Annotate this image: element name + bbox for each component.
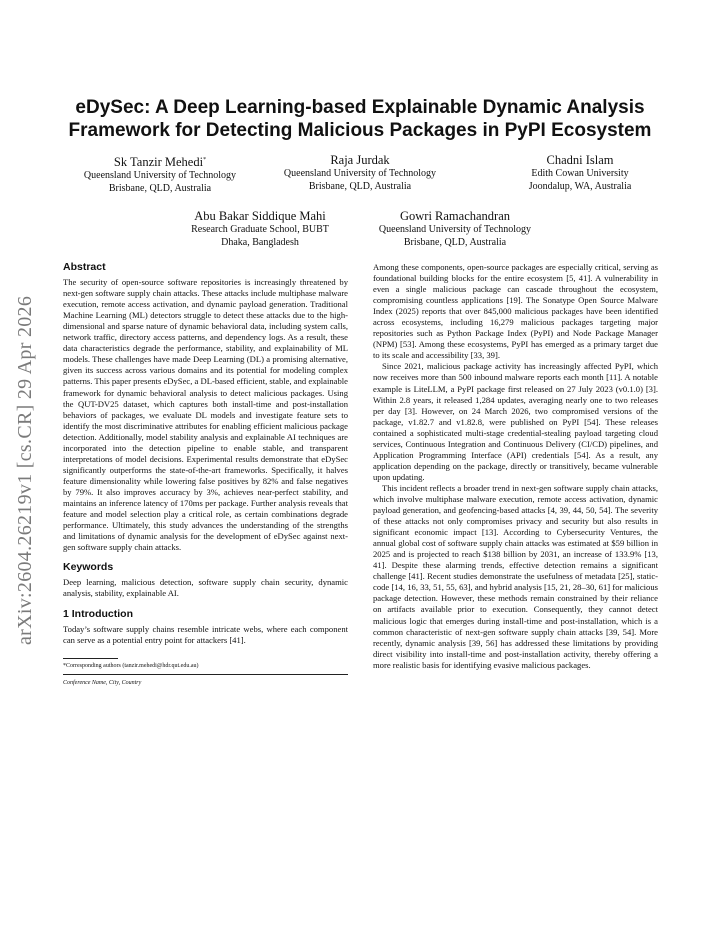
author-location: Dhaka, Bangladesh: [221, 236, 299, 248]
author-name: Chadni Islam: [546, 153, 614, 167]
author-location: Brisbane, QLD, Australia: [403, 236, 507, 248]
paragraph: Since 2021, malicious package activity has increasingly affected PyPI, which now receives more than 500 inbound malware reports each month [11]. A notable example is LiteLLM, a PyPI package first released on 27 July 2023 (v0.1.0) [3]. Within 2.8 years, it released 1,284 updates, averaging nearly one to two releases per day [3]. However, on 24 March 2026, two compromised versions of the package, v1.82.7 and v1.82.8, were published on PyPI [54]. These releases contained a sophisticated multi-stage credential-stealing payload targeting cloud services, Continuous Integration and Continuous Delivery (CI/CD) pipelines, and Application Programming Interface (API) credentials [54]. As a result, any application depending on the package, directly or transitively, became vulnerable upon updating.: [373, 361, 658, 482]
left-column: [63, 262, 348, 689]
author-1: [65, 153, 255, 195]
title-line-1: eDySec: A Deep Learning-based Explainable Dynamic Analysis: [75, 97, 645, 118]
author-affiliation: Edith Cowan University: [531, 168, 629, 179]
title-line-2: Framework for Detecting Malicious Packages in PyPI Ecosystem: [68, 120, 652, 141]
author-3: [485, 153, 675, 193]
author-name: Gowri Ramachandran: [399, 209, 511, 223]
author-name: Sk Tanzir Mehedi: [113, 155, 204, 170]
footnote-rule: [63, 658, 118, 659]
author-affiliation: Queensland University of Technology: [283, 168, 437, 179]
author-affiliation: Queensland University of Technology: [83, 170, 237, 182]
right-column: [373, 262, 658, 671]
author-location: Brisbane, QLD, Australia: [308, 180, 412, 192]
author-location: Joondalup, WA, Australia: [528, 180, 632, 192]
author-name: Raja Jurdak: [330, 153, 390, 167]
conference-rule: [63, 674, 348, 675]
introduction-heading: 1 Introduction: [63, 608, 133, 621]
author-2: [265, 153, 455, 193]
keywords-heading: Keywords: [63, 561, 114, 574]
keywords-text: Deep learning, malicious detection, software supply chain security, dynamic analysis, stability, explainable AI.: [63, 577, 348, 599]
abstract-heading: Abstract: [63, 261, 106, 273]
author-5: [360, 209, 550, 249]
paragraph: This incident reflects a broader trend in next-gen software supply chain attacks, which involve multiphase malware execution, remote access activation, dynamic payload generation, and geofencing-based attacks [4, 39, 44, 50, 54]. The severity of these attacks not only compromises privacy and security but also results in significant economic impact [13]. According to Cybersecurity Ventures, the annual global cost of software supply chain attacks was estimated at $59 billion in 2025 and is projected to reach $138 billion by 2031, an increase of 133.9% [13, 41]. Despite these alarming trends, effective detection remains a significant challenge [41]. Recent studies demonstrate the usefulness of metadata [25], static-code [14, 16, 33, 51, 55, 63], and hybrid analysis [15, 21, 28–30, 61] for malicious package detection. However, these methods remain constrained by their reliance on artifacts available prior to execution. Consequently, they cannot detect malicious logic that emerges during install-time and post-installation, which is a common characteristic of next-gen software supply chain attacks [39, 54]. More recently, dynamic analysis [39, 56] has addressed these limitations by providing direct visibility into install-time and post-installation activity, thereby offering a more realistic basis for identifying evasive malicious packages.: [373, 482, 658, 670]
arxiv-stamp: arXiv:2604.26219v1 [cs.CR] 29 Apr 2026: [14, 295, 36, 645]
author-name: Abu Bakar Siddique Mahi: [194, 209, 326, 223]
author-4: [165, 209, 355, 249]
introduction-text: Today’s software supply chains resemble intricate webs, where each component can serve as a potential entry point for attackers [41].: [63, 624, 348, 646]
conference-info: Conference Name, City, Country: [63, 679, 142, 686]
corresponding-mark: *: [203, 157, 207, 163]
paper-title: [0, 96, 720, 142]
author-affiliation: Research Graduate School, BUBT: [191, 224, 329, 235]
author-location: Brisbane, QLD, Australia: [108, 182, 212, 194]
footnote: *Corresponding authors (tanzir.mehedi@hdr.qut.edu.au): [63, 662, 199, 669]
paragraph: Among these components, open-source packages are especially critical, serving as foundational building blocks for the entire ecosystem [5, 41]. A vulnerability in even a single malicious package can cascade throughout the ecosystem, compromising countless applications [19]. The Sonatype Open Source Malware Index (2025) reports that over 845,000 malicious packages have been identified across ecosystems, including 16,279 malicious packages targeting major repositories such as Python Package Index (PyPI) and Node Package Manager (NPM) [53]. Among these ecosystems, PyPI has emerged as a primary target due to its scale and accessibility [33, 39].: [373, 262, 658, 361]
abstract-text: The security of open-source software repositories is increasingly threatened by next-gen software supply chain attacks. These attacks include multiphase malware execution, remote access activation, and dynamic payload generation. Traditional Machine Learning (ML) detectors struggle to detect these attacks due to the high-dimensional and sparse nature of dynamic behavioral data, including system calls, network traffic, directory access patterns, and dependency logs. As a result, these data characteristics degrade the performance, stability, and explainability of ML models. These challenges have made Deep Learning (DL) a promising alternative, given its success across various domains and its potential for modeling complex patterns. This paper presents eDySec, a DL-based efficient, stable, and explainable framework for dynamic behavioral analysis to detect malicious packages. Using the QUT-DV25 dataset, which captures both install-time and post-installation behaviors of packages, we evaluate DL models and investigate feature sets to identify the most discriminative attributes for enabling efficient malicious package detection. Additionally, model stability analysis and explainable AI techniques are incorporated into the detection pipeline to enable stable, and transparent interpretations of model decisions. Experimental results demonstrate that eDySec significantly outperforms the state-of-the-art frameworks. Specifically, it halves feature dimensionality while lowering false positives by 82% and false negatives by 79%. It also improves accuracy by 3%, achieves near-perfect stability, and maintains an inference latency of 170ms per package. Further analysis reveals that feature and model selection play a critical role, as certain combinations degrade performance. Ultimately, this study advances the understanding of the strengths and limitations of dynamic analysis for the development of eDySec against next-gen software supply chain attacks.: [63, 277, 348, 553]
author-affiliation: Queensland University of Technology: [378, 224, 532, 235]
